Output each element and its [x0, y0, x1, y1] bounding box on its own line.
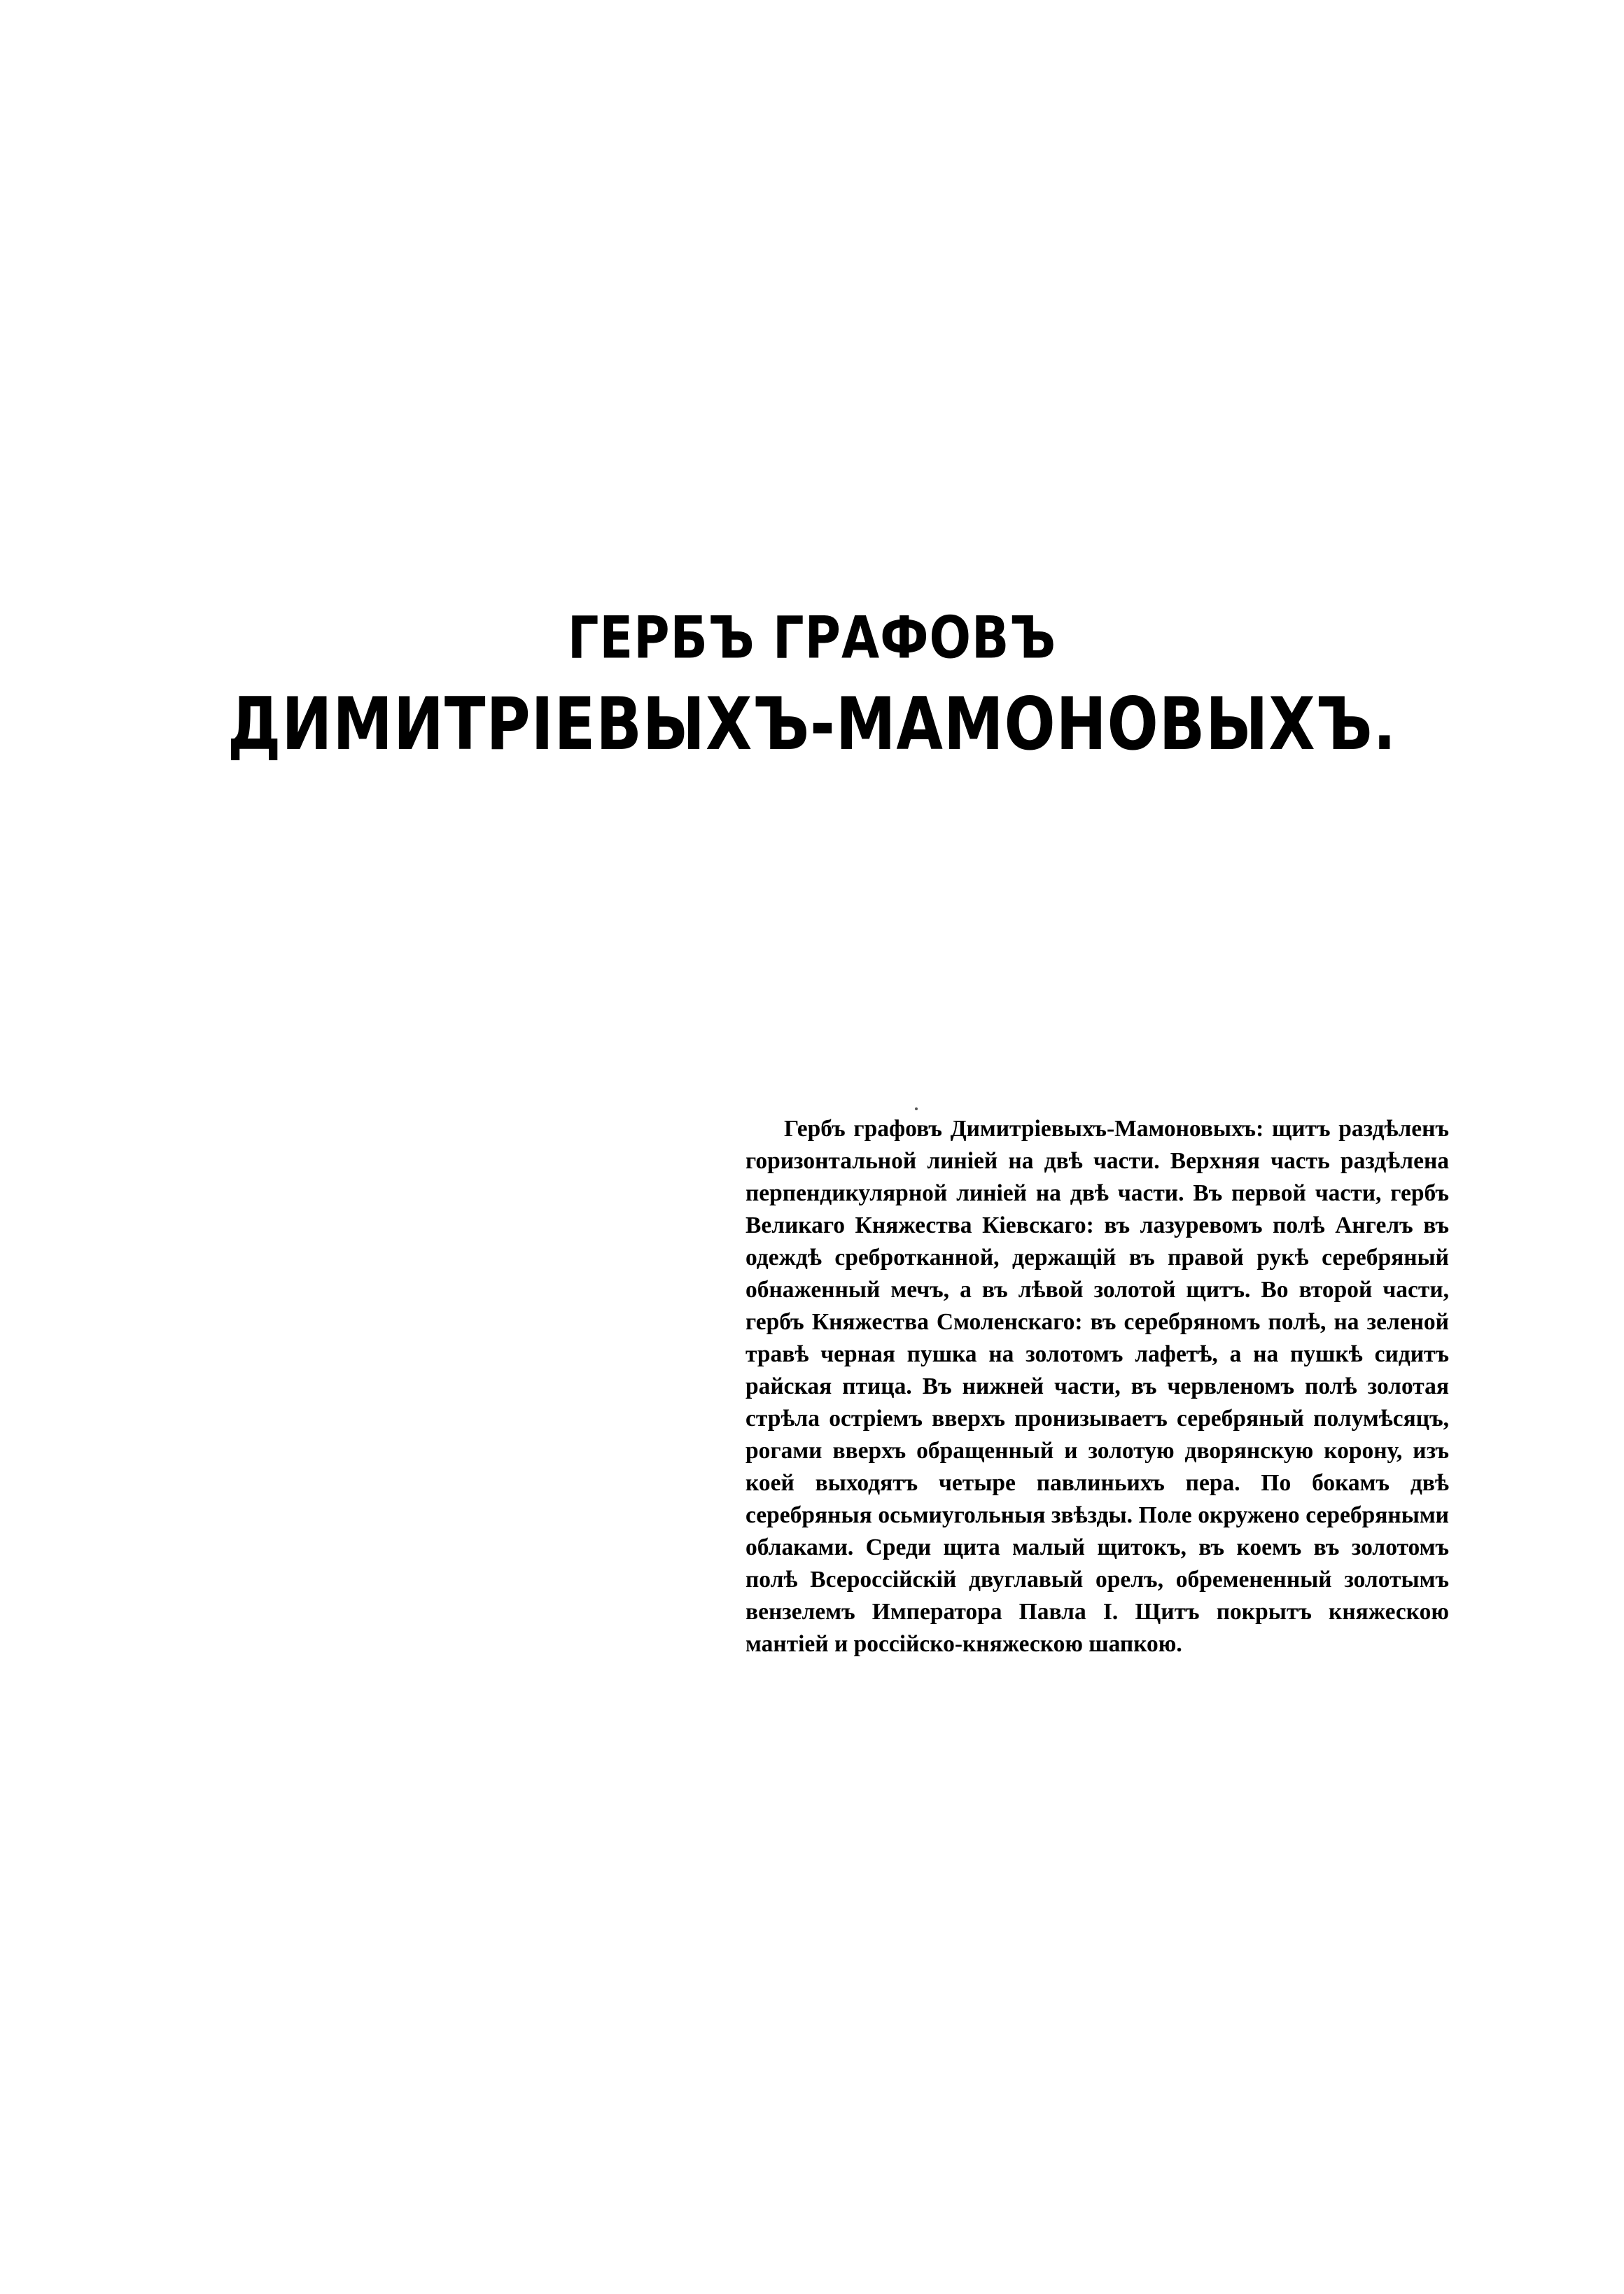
blazon-paragraph: Гербъ графовъ Димитріевыхъ-Мамоновыхъ: щитъ раздѣленъ горизонтальной линіей на двѣ части. Верхняя часть раздѣлена перпендикулярной линіей на двѣ части. Въ первой части, гербъ Великаго Княжества Кіевскаго: въ лазуревомъ полѣ Ангелъ въ одеждѣ сребротканной, держащій въ правой рукѣ серебряный обнаженный мечъ, а въ лѣвой золотой щитъ. Во второй части, гербъ Княжества Смоленскаго: въ серебряномъ полѣ, на зеленой травѣ черная пушка на золотомъ лафетѣ, а на пушкѣ сидитъ райская птица. Въ нижней части, въ червленомъ полѣ золотая стрѣла остріемъ вверхъ пронизываетъ серебряный полумѣсяцъ, рогами вверхъ обращенный и золотую дворянскую корону, изъ коей выходятъ четыре павлиньихъ пера. По бокамъ двѣ серебряныя осьмиугольныя звѣзды. Поле окружено серебряными облаками. Среди щита малый щитокъ, въ коемъ въ золотомъ полѣ Всероссійскій двуглавый орелъ, обремененный золотымъ вензелемъ Императора Павла I. Щитъ покрытъ княжескою мантіей и россійско-княжескою шапкою.	[746, 1116, 1449, 1657]
blazon-text-block	[746, 1113, 1449, 1660]
title-line-2: ДИМИТРІЕВЫХЪ-МАМОНОВЫХЪ.	[227, 683, 1397, 767]
title-line-1: ГЕРБЪ ГРАФОВЪ	[567, 603, 1057, 672]
print-speck	[915, 1107, 918, 1110]
